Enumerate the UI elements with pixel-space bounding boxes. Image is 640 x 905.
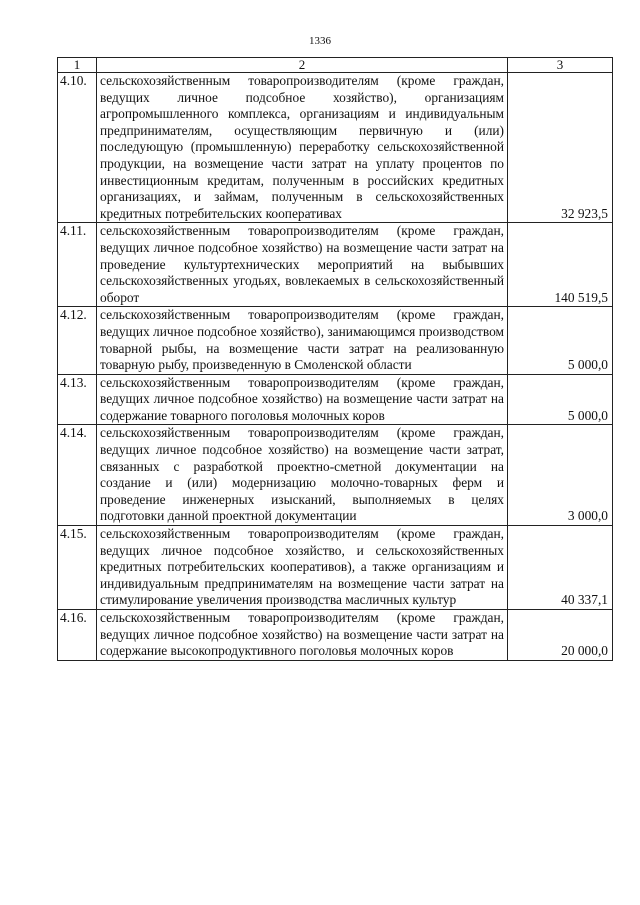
table-row xyxy=(58,425,613,526)
table-header-row xyxy=(58,58,613,73)
row-number: 4.16. xyxy=(58,610,97,661)
row-description: сельскохозяйственным товаропроизводителям (кроме граждан, ведущих личное подсобное хозяйство), организациям агропромышленного комплекса, организациям и индивидуальным предпринимателям, осуществляющим первичную и (или) последующую (промышленную) переработку сельскохозяйственной продукции, на возмещение части затрат на уплату процентов по инвестиционным кредитам, полученным в российских кредитных организациях, и займам, полученным в сельскохозяйственных кредитных потребительских кооперативах xyxy=(97,73,508,223)
row-number: 4.10. xyxy=(58,73,97,223)
table-row xyxy=(58,73,613,223)
table-row xyxy=(58,526,613,610)
row-number: 4.13. xyxy=(58,374,97,425)
row-amount: 40 337,1 xyxy=(508,526,613,610)
row-description: сельскохозяйственным товаропроизводителям (кроме граждан, ведущих личное подсобное хозяйство), занимающимся производством товарной рыбы, на возмещение части затрат на реализованную товарную рыбу, произведенную в Смоленской области xyxy=(97,307,508,374)
table-row xyxy=(58,610,613,661)
row-description: сельскохозяйственным товаропроизводителям (кроме граждан, ведущих личное подсобное хозяйство) на возмещение части затрат, связанных с разработкой проектно-сметной документации на создание и (или) модернизацию молочно-товарных ферм и проведение инженерных изысканий, выполняемых в целях подготовки данной проектной документации xyxy=(97,425,508,526)
row-description: сельскохозяйственным товаропроизводителям (кроме граждан, ведущих личное подсобное хозяйство, и сельскохозяйственных кредитных потребительских кооперативов), а также организациям и индивидуальным предпринимателям на возмещение части затрат на стимулирование увеличения производства масличных культур xyxy=(97,526,508,610)
column-header-number: 1 xyxy=(58,58,97,73)
row-number: 4.11. xyxy=(58,223,97,307)
row-amount: 20 000,0 xyxy=(508,610,613,661)
row-description: сельскохозяйственным товаропроизводителям (кроме граждан, ведущих личное подсобное хозяйство) на возмещение части затрат на проведение культуртехнических мероприятий на выбывших сельскохозяйственных угодьях, вовлекаемых в сельскохозяйственный оборот xyxy=(97,223,508,307)
row-amount: 32 923,5 xyxy=(508,73,613,223)
row-number: 4.14. xyxy=(58,425,97,526)
table-row xyxy=(58,223,613,307)
row-amount: 5 000,0 xyxy=(508,374,613,425)
row-number: 4.12. xyxy=(58,307,97,374)
row-number: 4.15. xyxy=(58,526,97,610)
page-number: 1336 xyxy=(309,35,331,47)
table-row xyxy=(58,307,613,374)
column-header-description: 2 xyxy=(97,58,508,73)
row-amount: 5 000,0 xyxy=(508,307,613,374)
column-header-amount: 3 xyxy=(508,58,613,73)
row-description: сельскохозяйственным товаропроизводителям (кроме граждан, ведущих личное подсобное хозяйство) на возмещение части затрат на содержание товарного поголовья молочных коров xyxy=(97,374,508,425)
subsidy-table xyxy=(57,57,613,661)
table-row xyxy=(58,374,613,425)
row-amount: 140 519,5 xyxy=(508,223,613,307)
row-description: сельскохозяйственным товаропроизводителям (кроме граждан, ведущих личное подсобное хозяйство) на возмещение части затрат на содержание высокопродуктивного поголовья молочных коров xyxy=(97,610,508,661)
row-amount: 3 000,0 xyxy=(508,425,613,526)
